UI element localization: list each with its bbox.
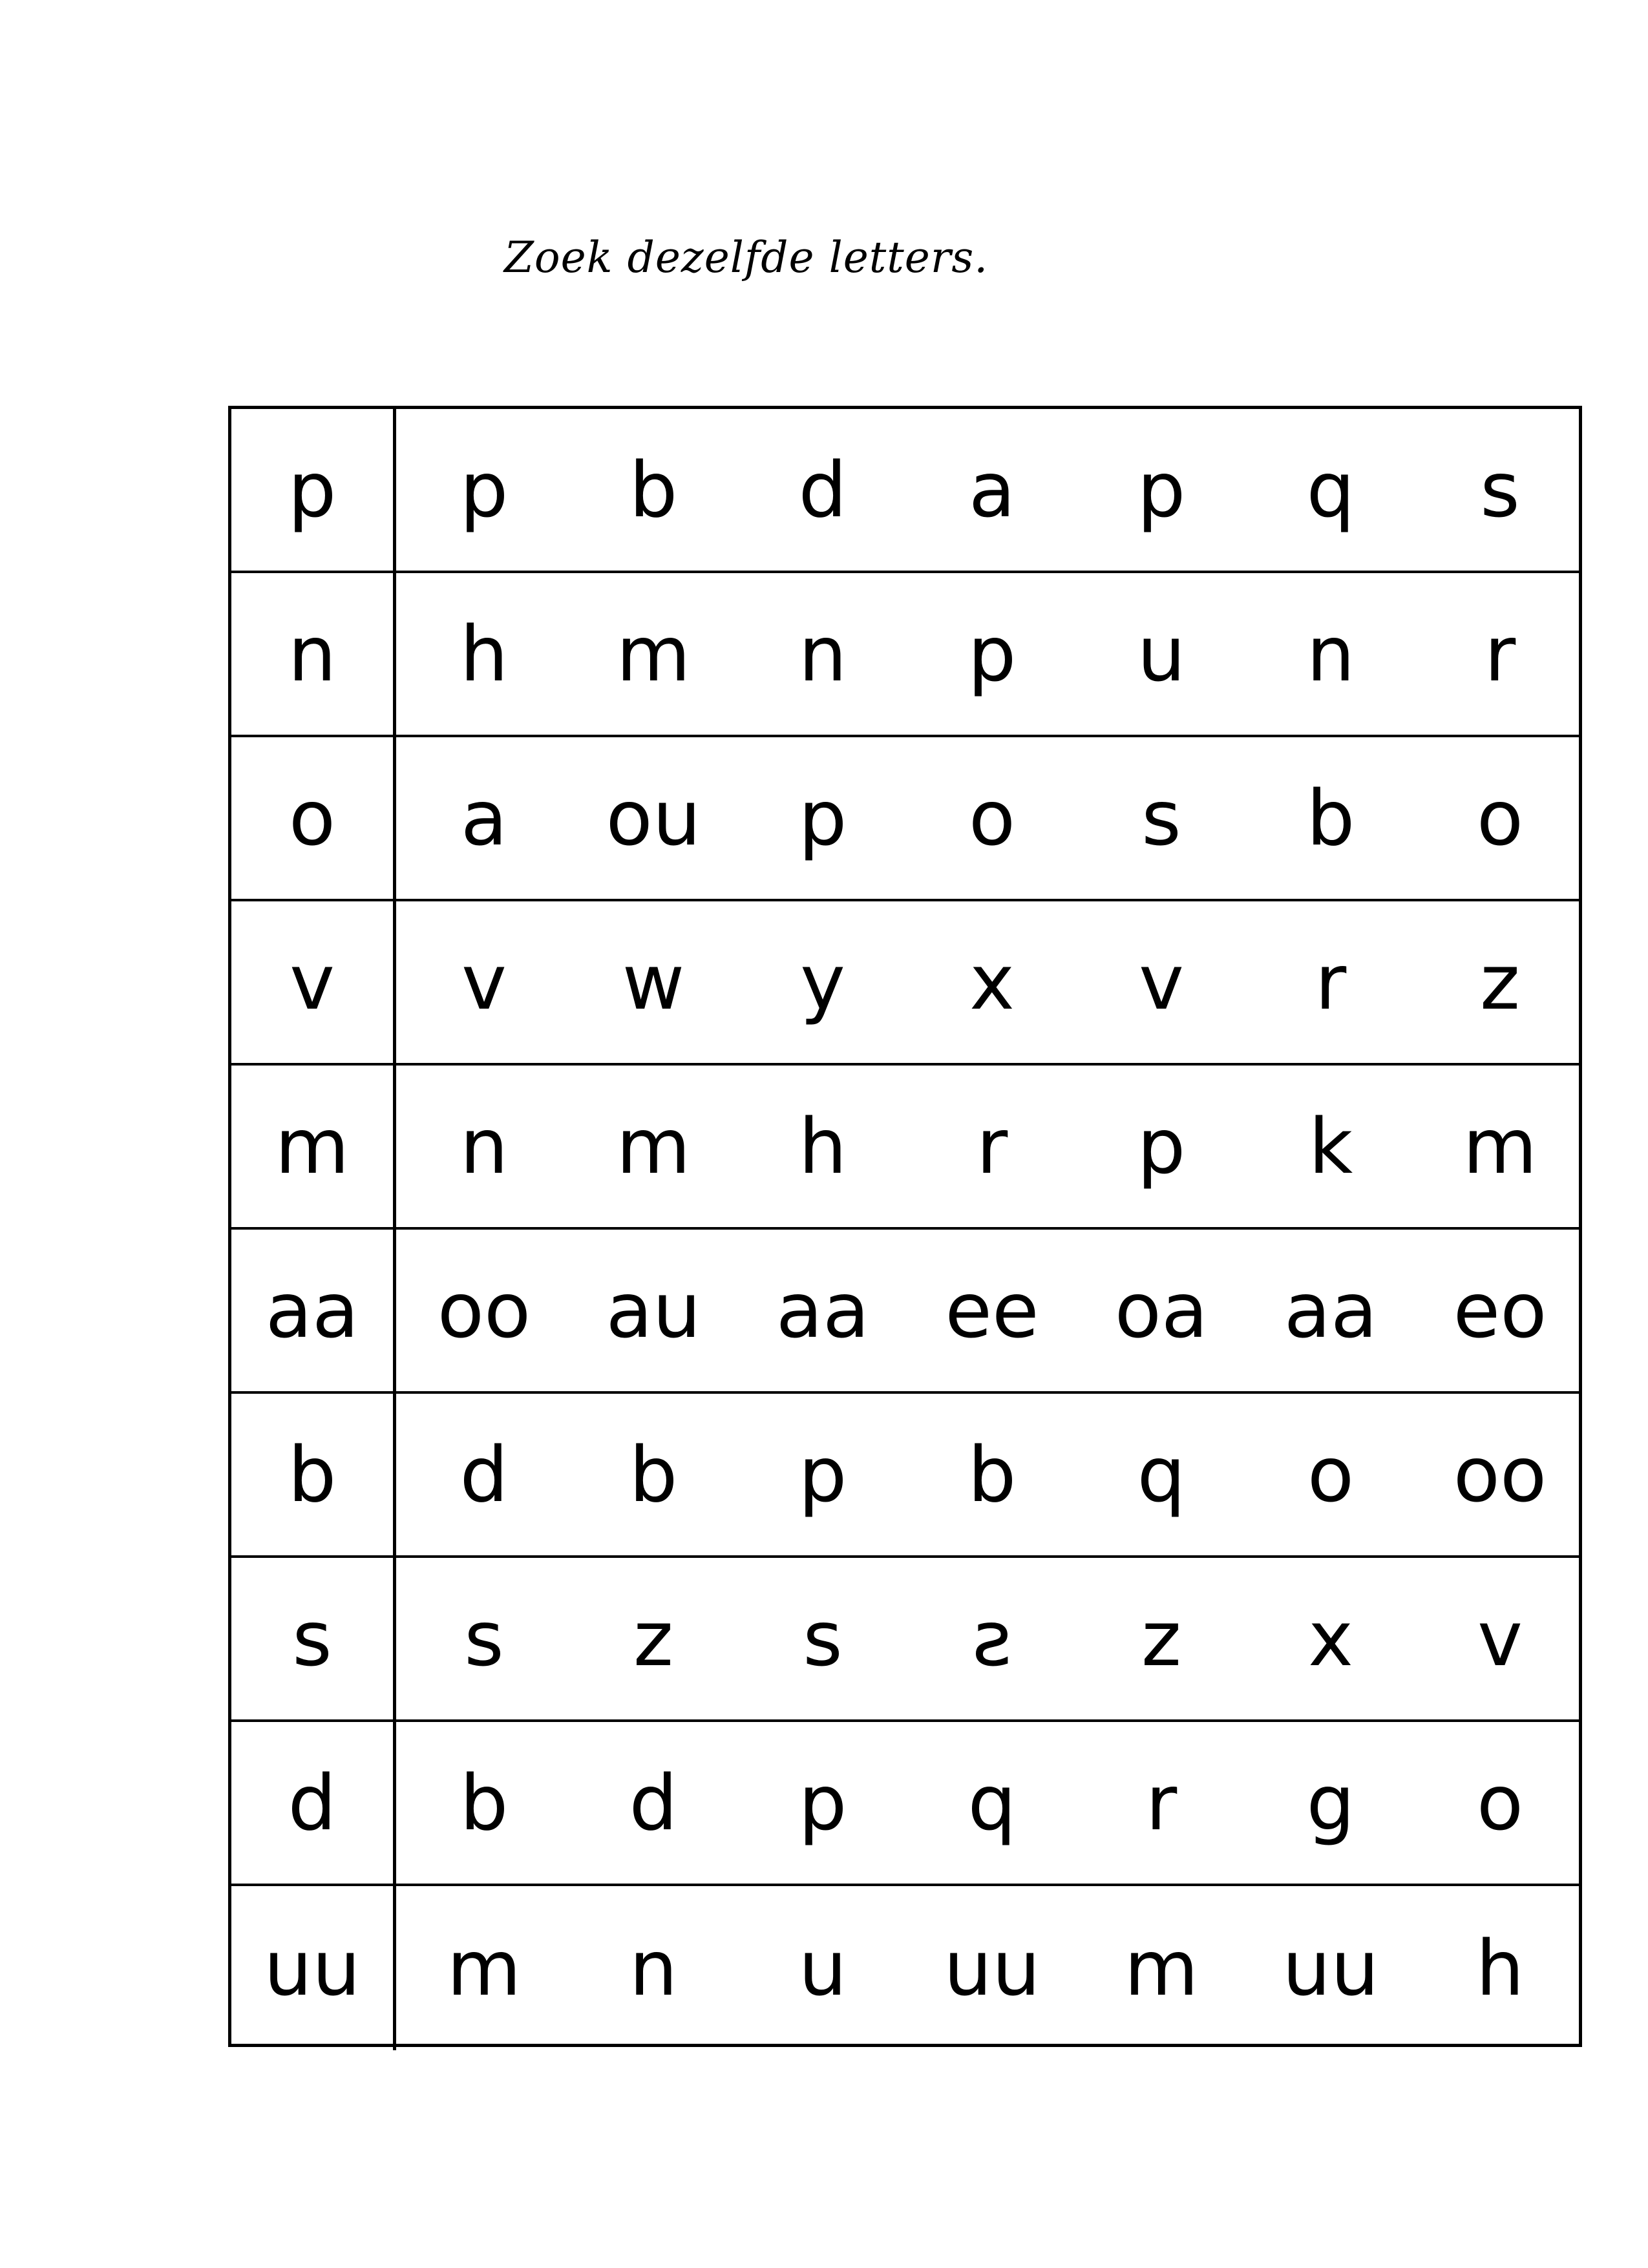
choice-letter[interactable]: h [1475, 1924, 1525, 2013]
choice-letter[interactable]: o [1307, 1430, 1355, 1519]
choice-letter[interactable]: n [798, 609, 847, 698]
choice-letter[interactable]: p [460, 445, 509, 534]
target-letter: s [231, 1558, 396, 1719]
choice-letter[interactable]: n [1306, 609, 1355, 698]
choice-letter[interactable]: b [629, 445, 678, 534]
choice-letter[interactable]: p [798, 1430, 847, 1519]
choice-letter[interactable]: d [629, 1758, 678, 1847]
choice-letter[interactable]: s [803, 1594, 843, 1683]
choice-letter[interactable]: uu [944, 1924, 1041, 2013]
target-letter: uu [231, 1886, 396, 2050]
choice-letter[interactable]: o [968, 773, 1016, 863]
choice-letter[interactable]: p [967, 609, 1017, 698]
choice-letter[interactable]: m [447, 1924, 522, 2013]
target-letter: p [231, 409, 396, 571]
choice-letter[interactable]: o [1476, 1758, 1524, 1847]
target-letter: o [231, 737, 396, 899]
grid-row [231, 1066, 1579, 1230]
choice-letter[interactable]: v [1139, 938, 1184, 1027]
target-letter: b [231, 1394, 396, 1555]
choice-letter[interactable]: r [1484, 609, 1516, 698]
target-letter: aa [231, 1230, 396, 1391]
choice-letter[interactable]: x [1308, 1594, 1353, 1683]
choice-letter[interactable]: r [976, 1102, 1008, 1191]
choice-letter[interactable]: uu [1282, 1924, 1379, 2013]
choice-letter[interactable]: m [616, 1102, 691, 1191]
choice-letter[interactable]: ƨ [972, 1594, 1012, 1683]
choice-letter[interactable]: p [1137, 445, 1186, 534]
choice-letter[interactable]: ee [945, 1266, 1039, 1355]
grid-row [231, 573, 1579, 737]
target-letter: n [231, 573, 396, 735]
choice-letter[interactable]: d [460, 1430, 509, 1519]
choice-letter[interactable]: g [1306, 1758, 1355, 1847]
choice-letter[interactable]: ou [606, 773, 701, 863]
choice-letter[interactable]: q [967, 1758, 1017, 1847]
choice-letter[interactable]: au [606, 1266, 701, 1355]
target-letter: v [231, 901, 396, 1063]
choice-letter[interactable]: n [460, 1102, 509, 1191]
grid-row [231, 1394, 1579, 1558]
choice-letter[interactable]: oo [1453, 1430, 1547, 1519]
choice-letter[interactable]: k [1308, 1102, 1353, 1191]
choice-letter[interactable]: eo [1453, 1266, 1547, 1355]
grid-row [231, 1558, 1579, 1722]
choice-letter[interactable]: v [1477, 1594, 1523, 1683]
letter-grid [228, 406, 1582, 2047]
choice-letter[interactable]: w [622, 938, 685, 1027]
choice-letter[interactable]: b [460, 1758, 509, 1847]
choice-letter[interactable]: q [1137, 1430, 1186, 1519]
choice-letter[interactable]: r [1315, 938, 1347, 1027]
grid-row [231, 1722, 1579, 1886]
choice-letter[interactable]: p [798, 773, 847, 863]
choice-letter[interactable]: n [629, 1924, 678, 2013]
choice-letter[interactable]: b [967, 1430, 1017, 1519]
choice-letter[interactable]: p [1137, 1102, 1186, 1191]
choice-letter[interactable]: u [798, 1924, 847, 2013]
choice-letter[interactable]: z [1480, 938, 1520, 1027]
grid-row [231, 409, 1579, 573]
target-letter: m [231, 1066, 396, 1227]
choice-letter[interactable]: a [968, 445, 1016, 534]
worksheet-title: Zoek dezelfde letters. [504, 233, 989, 282]
grid-row [231, 1230, 1579, 1394]
choice-letter[interactable]: d [798, 445, 847, 534]
choice-letter[interactable]: s [464, 1594, 504, 1683]
choice-letter[interactable]: x [969, 938, 1015, 1027]
choice-letter[interactable]: z [633, 1594, 673, 1683]
choice-letter[interactable]: aa [776, 1266, 870, 1355]
choice-letter[interactable]: u [1137, 609, 1186, 698]
choice-letter[interactable]: m [1124, 1924, 1199, 2013]
choice-letter[interactable]: v [461, 938, 507, 1027]
grid-row [231, 901, 1579, 1066]
choice-letter[interactable]: y [800, 938, 845, 1027]
choice-letter[interactable]: p [798, 1758, 847, 1847]
choice-letter[interactable]: h [460, 609, 509, 698]
choice-letter[interactable]: oo [437, 1266, 531, 1355]
choice-letter[interactable]: m [1463, 1102, 1537, 1191]
choice-letter[interactable]: h [798, 1102, 847, 1191]
choice-letter[interactable]: a [460, 773, 508, 863]
choice-letter[interactable]: s [1141, 773, 1181, 863]
choice-letter[interactable]: r [1145, 1758, 1178, 1847]
choice-letter[interactable]: z [1141, 1594, 1181, 1683]
target-letter: d [231, 1722, 396, 1884]
choice-letter[interactable]: m [616, 609, 691, 698]
choice-letter[interactable]: b [1306, 773, 1355, 863]
choice-letter[interactable]: aa [1284, 1266, 1378, 1355]
choice-letter[interactable]: oa [1114, 1266, 1209, 1355]
choice-letter[interactable]: b [629, 1430, 678, 1519]
choice-letter[interactable]: s [1480, 445, 1520, 534]
grid-row [231, 737, 1579, 901]
choice-letter[interactable]: q [1306, 445, 1355, 534]
grid-row [231, 1886, 1579, 2050]
choice-letter[interactable]: o [1476, 773, 1524, 863]
